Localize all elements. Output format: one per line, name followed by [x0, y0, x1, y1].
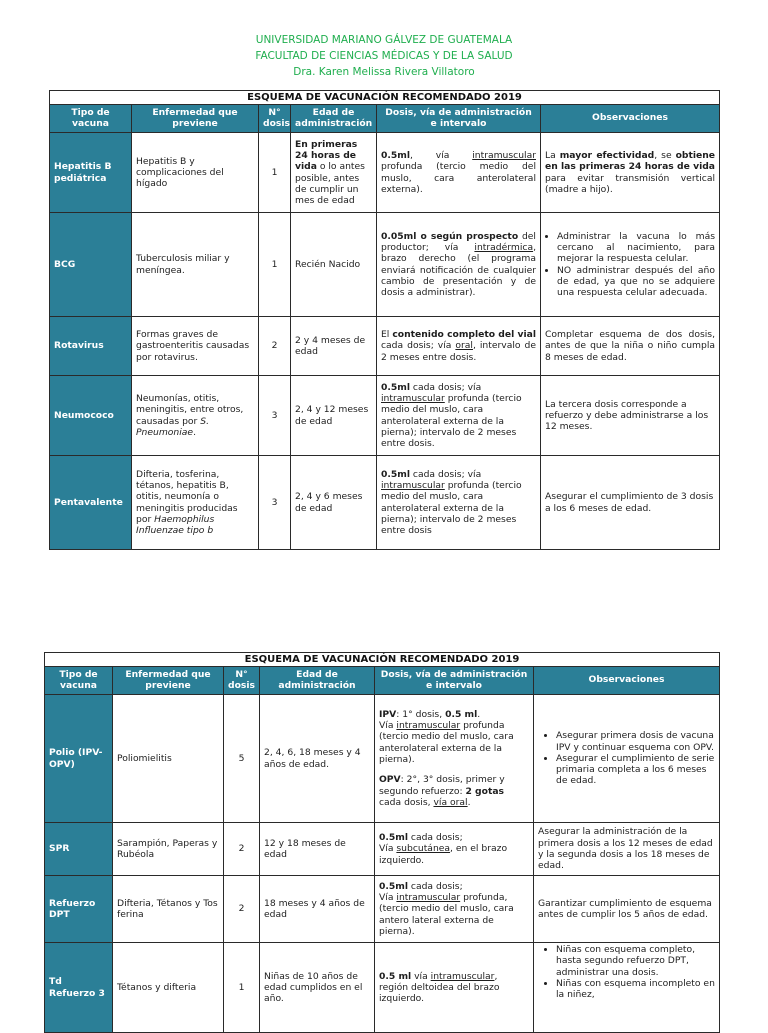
col-header-enfermedad: Enfermedad que previene	[113, 667, 224, 695]
observations-cell	[541, 213, 720, 317]
vaccine-name: Pentavalente	[50, 456, 132, 550]
route-cell: 0.5ml, vía intramuscular profunda (tercio medio del muslo, cara anterolateral externa).	[377, 133, 541, 213]
disease-cell: Formas graves de gastroenteritis causadas por rotavirus.	[132, 317, 259, 376]
vaccine-name: Td Refuerzo 3	[45, 943, 113, 1033]
age-cell: 2, 4, 6, 18 meses y 4 años de edad.	[260, 695, 375, 823]
university-name: UNIVERSIDAD MARIANO GÁLVEZ DE GUATEMALA	[255, 34, 513, 46]
vaccination-table-2	[44, 652, 720, 1033]
table-row	[45, 695, 720, 823]
disease-cell: Tétanos y difteria	[113, 943, 224, 1033]
dose-count: 1	[224, 943, 260, 1033]
table-row	[50, 213, 720, 317]
table-row	[50, 317, 720, 376]
vaccine-name: Hepatitis B pediátrica	[50, 133, 132, 213]
observation-item: • Asegurar primera dosis de vacuna IPV y continuar esquema con OPV.	[556, 730, 715, 753]
route-cell: El contenido completo del vial cada dosis; vía oral, intervalo de 2 meses entre dosis.	[377, 317, 541, 376]
col-header-dosis: N° dosis	[259, 105, 291, 133]
observation-item: • Niñas con esquema completo, hasta segundo refuerzo DPT, administrar una dosis.	[556, 944, 715, 978]
author-name: Dra. Karen Melissa Rivera Villatoro	[293, 66, 475, 78]
col-header-edad: Edad de administración	[291, 105, 377, 133]
route-cell: 0.5ml cada dosis; vía intramuscular profunda (tercio medio del muslo, cara anterolateral externa de la pierna); intervalo de 2 meses entre dosis.	[377, 376, 541, 456]
col-header-enfermedad: Enfermedad que previene	[132, 105, 259, 133]
disease-cell: Hepatitis B y complicaciones del hígado	[132, 133, 259, 213]
vaccine-name: BCG	[50, 213, 132, 317]
observations-cell: Completar esquema de dos dosis, antes de que la niña o niño cumpla 8 meses de edad.	[541, 317, 720, 376]
age-cell: En primeras 24 horas de vida o lo antes posible, antes de cumplir un mes de edad	[291, 133, 377, 213]
observation-item: • Niñas con esquema incompleto en la niñez,	[556, 978, 715, 1001]
col-header-via: Dosis, vía de administración e intervalo	[377, 105, 541, 133]
observations-cell: Asegurar el cumplimiento de 3 dosis a los 6 meses de edad.	[541, 456, 720, 550]
table-row	[50, 376, 720, 456]
col-header-tipo: Tipo de vacuna	[45, 667, 113, 695]
vaccine-name: SPR	[45, 823, 113, 876]
disease-cell: Poliomielitis	[113, 695, 224, 823]
col-header-tipo: Tipo de vacuna	[50, 105, 132, 133]
table-title: ESQUEMA DE VACUNACIÓN RECOMENDADO 2019	[45, 653, 720, 667]
table-title: ESQUEMA DE VACUNACIÓN RECOMENDADO 2019	[50, 91, 720, 105]
route-cell: IPV: 1° dosis, 0.5 ml. Vía intramuscular profunda (tercio medio del muslo, cara anterolateral externa de la pierna). OPV: 2°, 3° dosis, primer y segundo refuerzo: 2 gotas cada dosis, vía oral.	[375, 695, 534, 823]
vaccination-table-1	[49, 90, 720, 550]
dose-count: 3	[259, 456, 291, 550]
observations-cell: La tercera dosis corresponde a refuerzo y debe administrarse a los 12 meses.	[541, 376, 720, 456]
table-row	[45, 823, 720, 876]
dose-count: 1	[259, 133, 291, 213]
age-cell: Recién Nacido	[291, 213, 377, 317]
vaccine-name: Rotavirus	[50, 317, 132, 376]
dose-count: 5	[224, 695, 260, 823]
observations-cell: La mayor efectividad, se obtiene en las primeras 24 horas de vida para evitar transmisión vertical (madre a hijo).	[541, 133, 720, 213]
vaccine-name: Polio (IPV-OPV)	[45, 695, 113, 823]
dose-count: 3	[259, 376, 291, 456]
age-cell: 2, 4 y 6 meses de edad	[291, 456, 377, 550]
route-cell: 0.5ml cada dosis; Vía subcutánea, en el brazo izquierdo.	[375, 823, 534, 876]
age-cell: Niñas de 10 años de edad cumplidos en el año.	[260, 943, 375, 1033]
table-row	[45, 943, 720, 1033]
observation-item: • NO administrar después del año de edad, ya que no se adquiere una respuesta celular adecuada.	[557, 265, 715, 299]
observations-cell	[534, 695, 720, 823]
table-row	[50, 133, 720, 213]
observations-cell: Garantizar cumplimiento de esquema antes de cumplir los 5 años de edad.	[534, 876, 720, 943]
dose-count: 1	[259, 213, 291, 317]
age-cell: 18 meses y 4 años de edad	[260, 876, 375, 943]
disease-cell: Sarampión, Paperas y Rubéola	[113, 823, 224, 876]
age-cell: 12 y 18 meses de edad	[260, 823, 375, 876]
observations-cell: Asegurar la administración de la primera dosis a los 12 meses de edad y la segunda dosis a los 18 meses de edad.	[534, 823, 720, 876]
dose-count: 2	[224, 876, 260, 943]
dose-count: 2	[259, 317, 291, 376]
table-row	[45, 876, 720, 943]
dose-count: 2	[224, 823, 260, 876]
age-cell: 2 y 4 meses de edad	[291, 317, 377, 376]
disease-cell: Tuberculosis miliar y meníngea.	[132, 213, 259, 317]
route-cell: 0.5ml cada dosis; Vía intramuscular profunda, (tercio medio del muslo, cara antero lateral externa de pierna).	[375, 876, 534, 943]
route-cell: 0.5ml cada dosis; vía intramuscular profunda (tercio medio del muslo, cara anterolateral externa de la pierna); intervalo de 2 meses entre dosis	[377, 456, 541, 550]
vaccine-name: Refuerzo DPT	[45, 876, 113, 943]
faculty-name: FACULTAD DE CIENCIAS MÉDICAS Y DE LA SALUD	[255, 50, 513, 62]
observation-item: • Administrar la vacuna lo más cercano al nacimiento, para mejorar la respuesta celular.	[557, 231, 715, 265]
col-header-via: Dosis, vía de administración e intervalo	[375, 667, 534, 695]
col-header-observaciones: Observaciones	[541, 105, 720, 133]
observation-item: • Asegurar el cumplimiento de serie primaria completa a los 6 meses de edad.	[556, 753, 715, 787]
vaccine-name: Neumococo	[50, 376, 132, 456]
col-header-edad: Edad de administración	[260, 667, 375, 695]
age-cell: 2, 4 y 12 meses de edad	[291, 376, 377, 456]
col-header-dosis: N° dosis	[224, 667, 260, 695]
route-cell: 0.05ml o según prospecto del productor; vía intradérmica, brazo derecho (el programa enviará notificación de cualquier cambio de presentación y de dosis a administrar).	[377, 213, 541, 317]
observations-cell	[534, 943, 720, 1033]
route-cell: 0.5 ml vía intramuscular, región deltoidea del brazo izquierdo.	[375, 943, 534, 1033]
col-header-observaciones: Observaciones	[534, 667, 720, 695]
table-row	[50, 456, 720, 550]
disease-cell: Difteria, Tétanos y Tos ferina	[113, 876, 224, 943]
disease-cell: Difteria, tosferina, tétanos, hepatitis B, otitis, neumonía o meningitis producidas por Haemophilus Influenzae tipo b	[132, 456, 259, 550]
disease-cell: Neumonías, otitis, meningitis, entre otros, causadas por S. Pneumoniae.	[132, 376, 259, 456]
